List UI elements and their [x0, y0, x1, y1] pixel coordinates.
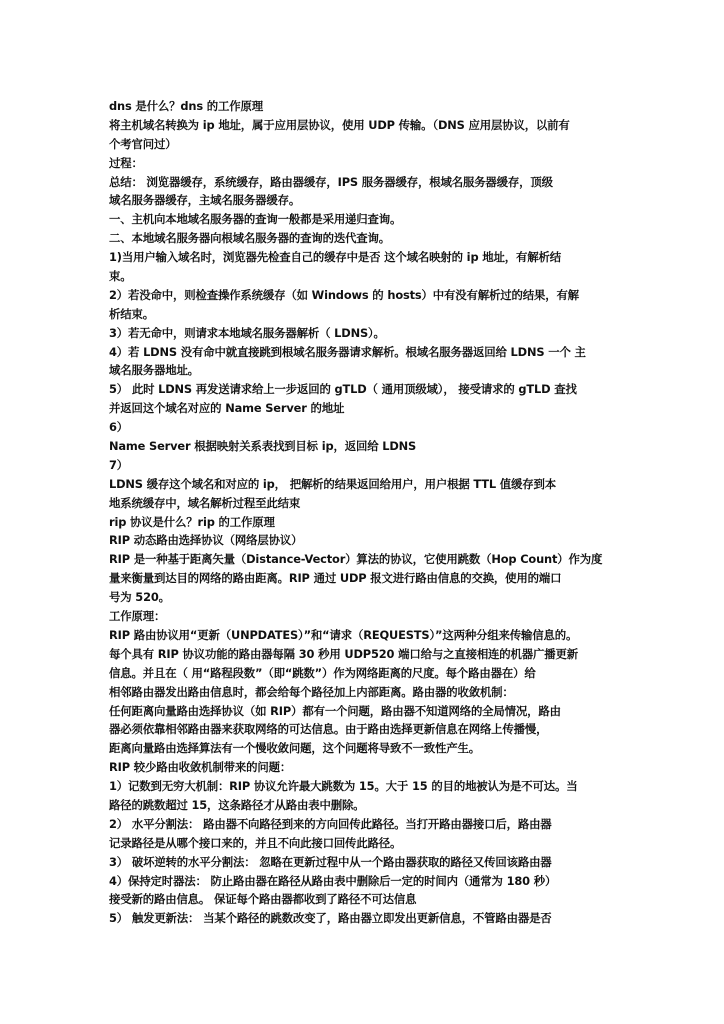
text-line: 号为 520。	[109, 590, 170, 605]
text-line: RIP 路由协议用“更新（UNPDATES）”和“请求（REQUESTS）”这两种分组来传输信息的。	[109, 627, 578, 642]
text-line: dns 是什么？dns 的工作原理	[109, 99, 263, 113]
text-line: 5） 此时 LDNS 再发送请求给上一步返回的 gTLD（ 通用顶级域）， 接受请求的 gTLD 查找	[109, 382, 577, 397]
text-line: 相邻路由器发出路由信息时，都会给每个路径加上内部距离。路由器的收敛机制：	[109, 684, 514, 699]
text-line: 距离向量路由选择算法有一个慢收敛问题，这个问题将导致不一致性产生。	[109, 741, 480, 756]
text-line: 域名服务器地址。	[109, 363, 199, 378]
text-line: 3） 破坏逆转的水平分割法： 忽略在更新过程中从一个路由器获取的路径又传回该路由器	[109, 854, 552, 869]
text-line: RIP 动态路由选择协议（网络层协议）	[109, 533, 303, 548]
text-line: 域名服务器缓存，主域名服务器缓存。	[109, 193, 301, 208]
text-line: 总结： 浏览器缓存，系统缓存，路由器缓存，IPS 服务器缓存，根域名服务器缓存，顶级	[109, 174, 553, 189]
text-line: 析结束。	[109, 306, 154, 321]
text-line: 信息。并且在（ 用“路程段数”（即“跳数”）作为网络距离的尺度。每个路由器在）给	[109, 665, 536, 680]
text-line: 5） 触发更新法： 当某个路径的跳数改变了，路由器立即发出更新信息，不管路由器是否	[109, 911, 552, 926]
text-line: 2） 水平分割法： 路由器不向路径到来的方向回传此路径。当打开路由器接口后，路由器	[109, 816, 552, 831]
text-line: 一、主机向本地域名服务器的查询一般都是采用递归查询。	[109, 212, 402, 227]
text-line: 并返回这个域名对应的 Name Server 的地址	[109, 401, 345, 416]
text-line: 工作原理：	[109, 609, 166, 624]
text-line: 记录路径是从哪个接口来的，并且不向此接口回传此路径。	[109, 835, 402, 850]
text-line: LDNS 缓存这个域名和对应的 ip， 把解析的结果返回给用户，用户根据 TTL 值缓存到本	[109, 476, 556, 491]
text-line: 6）	[109, 420, 129, 435]
text-line: 二、本地域名服务器向根域名服务器的查询的迭代查询。	[109, 231, 391, 246]
text-line: rip 协议是什么？rip 的工作原理	[109, 514, 275, 529]
text-line: 2）若没命中，则检查操作系统缓存（如 Windows 的 hosts）中有没有解析过的结果，有解	[109, 287, 579, 302]
text-line: 3）若无命中，则请求本地域名服务器解析（ LDNS）。	[109, 325, 385, 340]
text-line: 1）记数到无穷大机制：RIP 协议允许最大跳数为 15。大于 15 的目的地被认为是不可达。当	[109, 779, 578, 794]
document-body	[109, 97, 609, 928]
text-line: 将主机域名转换为 ip 地址，属于应用层协议，使用 UDP 传输。（DNS 应用层协议，以前有	[109, 117, 570, 132]
text-line: 地系统缓存中，域名解析过程至此结束	[109, 495, 301, 510]
text-line: 任何距离向量路由选择协议（如 RIP）都有一个问题，路由器不知道网络的全局情况，路由	[109, 703, 561, 718]
text-line: 过程：	[109, 155, 143, 170]
text-line: 4）保持定时器法： 防止路由器在路径从路由表中删除后一定的时间内（通常为 180 秒）	[109, 873, 557, 888]
text-line: 路径的跳数超过 15，这条路径才从路由表中删除。	[109, 797, 365, 812]
text-line: 束。	[109, 269, 132, 284]
text-line: RIP 是一种基于距离矢量（Distance-Vector）算法的协议，它使用跳数（Hop Count）作为度	[109, 552, 603, 567]
text-line: 个考官问过）	[109, 136, 177, 151]
text-line: 4）若 LDNS 没有命中就直接跳到根域名服务器请求解析。根域名服务器返回给 LDNS 一个 主	[109, 344, 586, 359]
text-line: 器必须依靠相邻路由器来获取网络的可达信息。由于路由选择更新信息在网络上传播慢，	[109, 722, 548, 737]
text-line: Name Server 根据映射关系表找到目标 ip，返回给 LDNS	[109, 439, 417, 454]
text-line: 量来衡量到达目的网络的路由距离。RIP 通过 UDP 报文进行路由信息的交换，使用的端口	[109, 571, 562, 586]
text-line: 接受新的路由信息。 保证每个路由器都收到了路径不可达信息	[109, 892, 417, 907]
text-line: 1)当用户输入域名时，浏览器先检查自己的缓存中是否 这个域名映射的 ip 地址，有解析结	[109, 250, 561, 265]
text-line: RIP 较少路由收敛机制带来的问题：	[109, 760, 292, 775]
text-line: 7）	[109, 457, 129, 472]
text-line: 每个具有 RIP 协议功能的路由器每隔 30 秒用 UDP520 端口给与之直接相连的机器广播更新	[109, 646, 578, 661]
